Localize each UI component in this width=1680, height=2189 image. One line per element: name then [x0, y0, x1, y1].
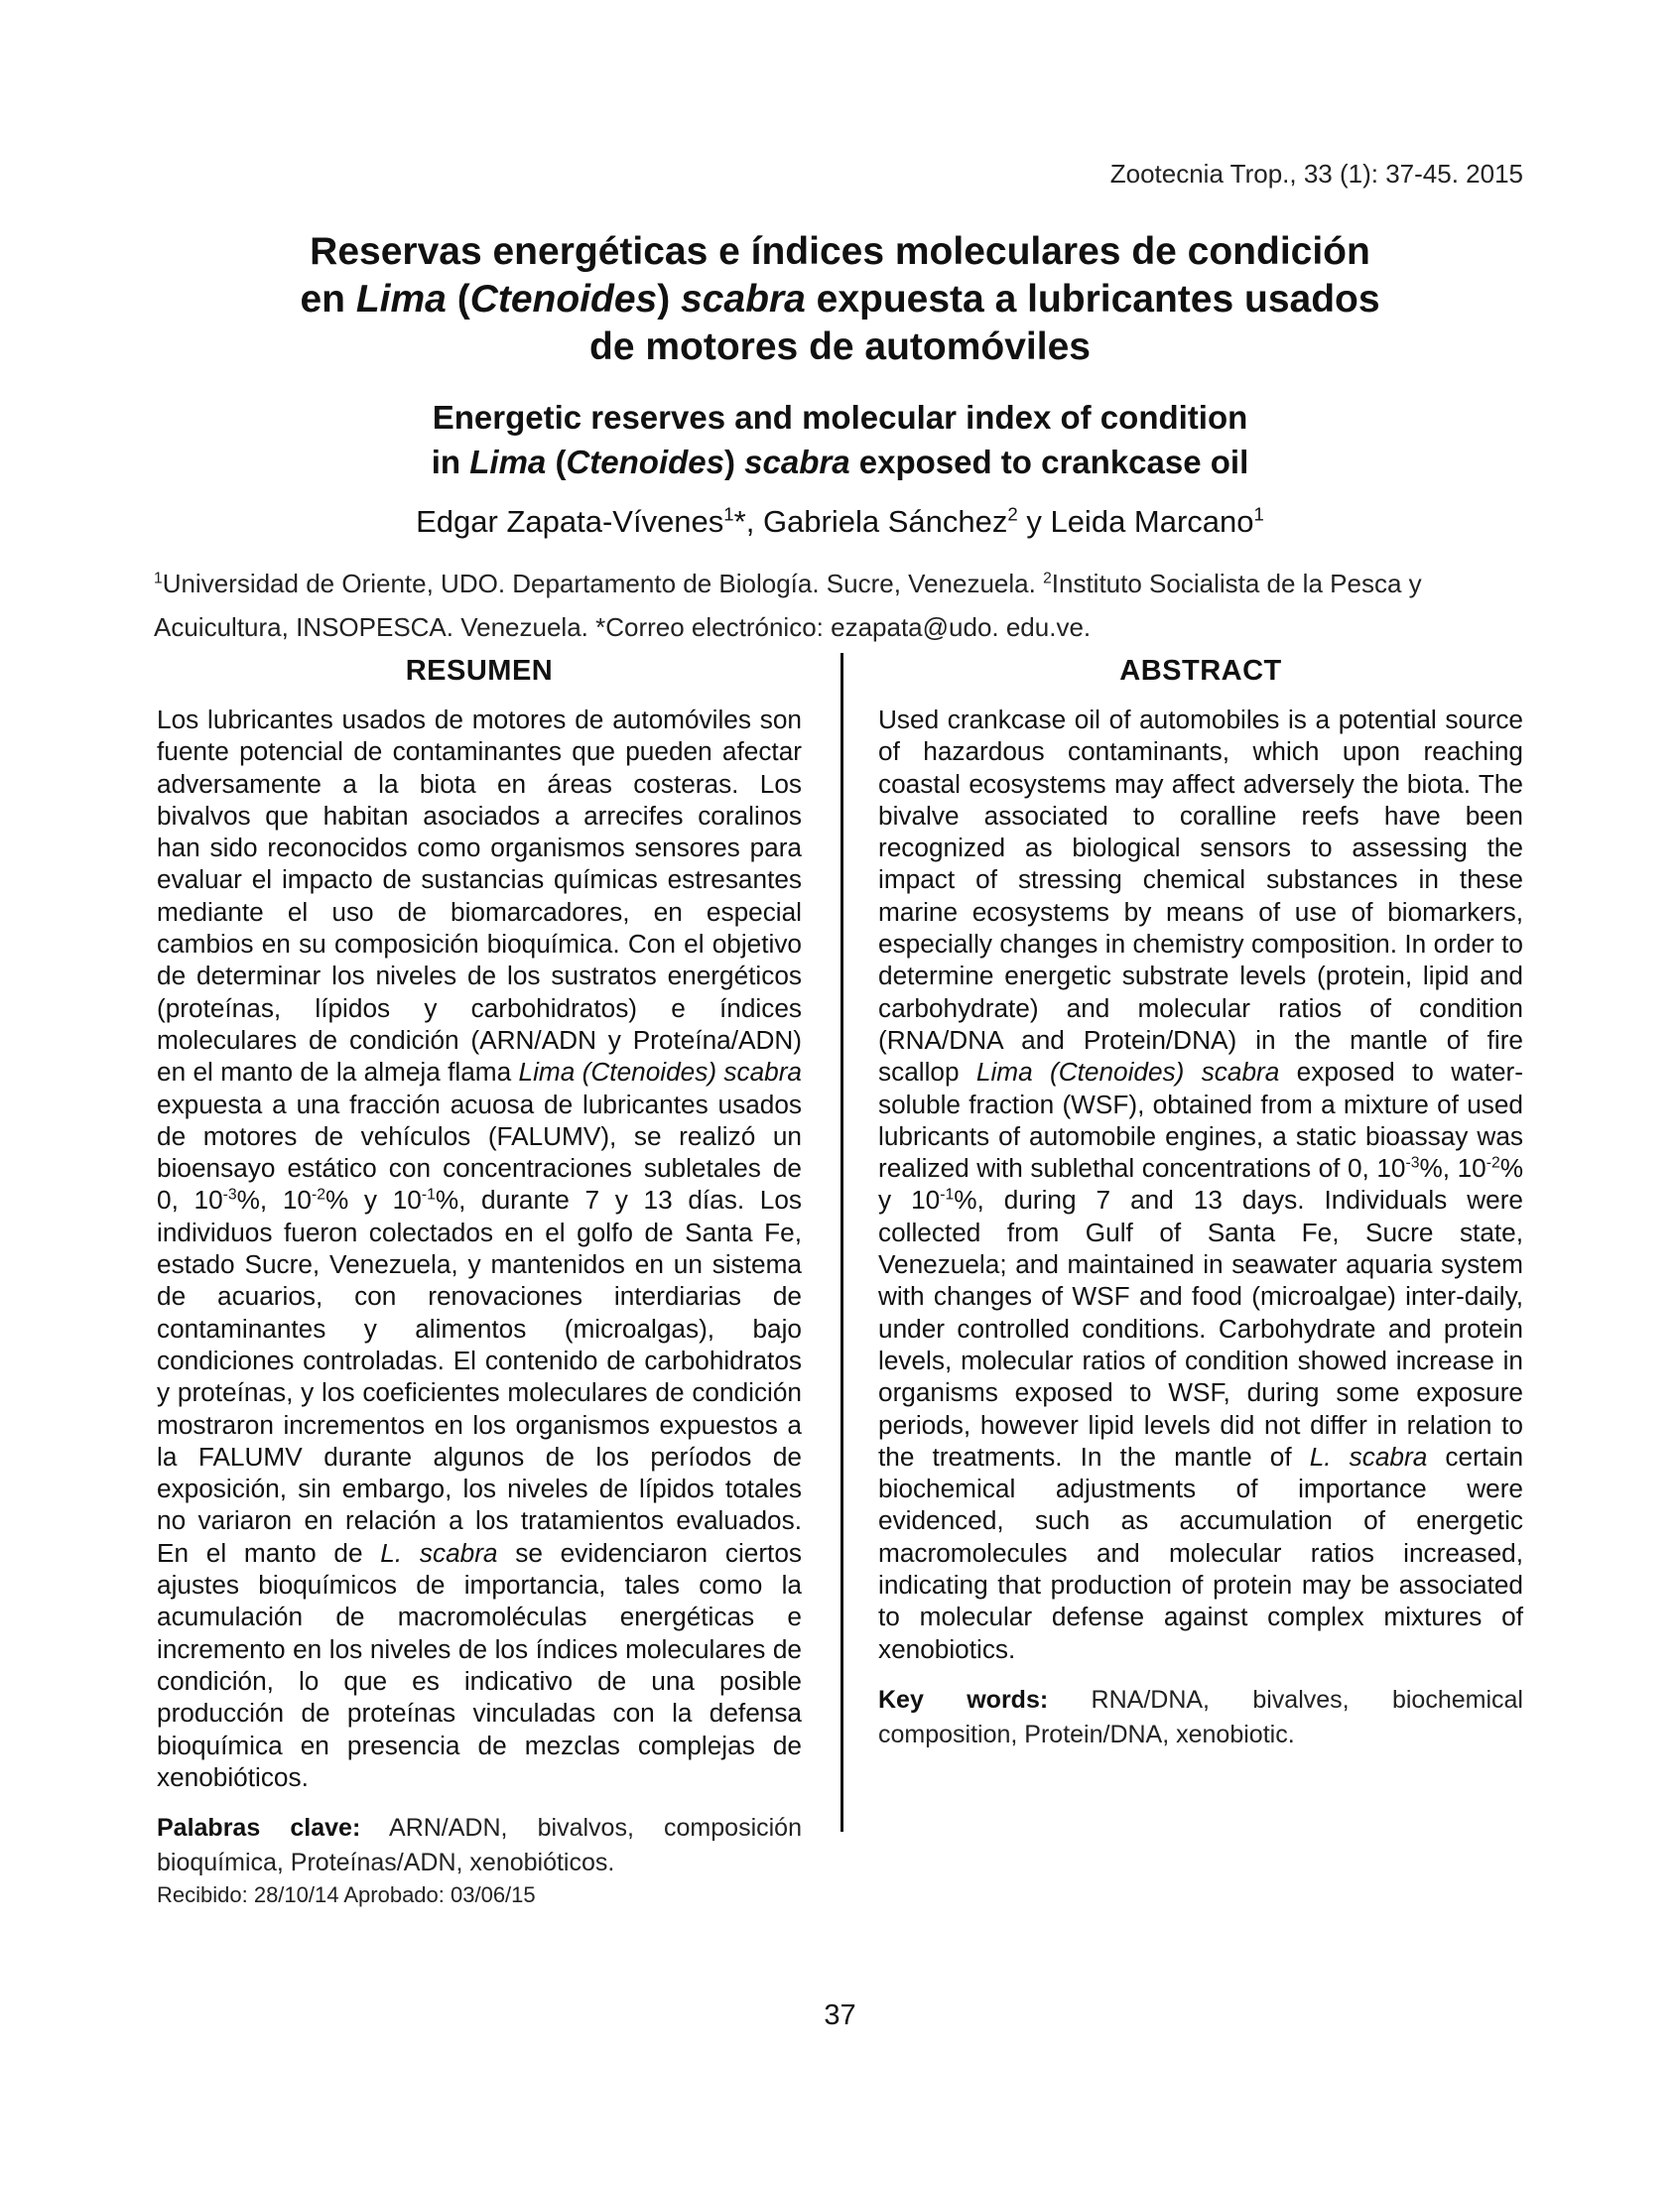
title-spanish: Reservas energéticas e índices moleculares de condición en Lima (Ctenoides) scabra expuesta a lubricantes usados de motores de automóviles [300, 230, 1380, 368]
resumen-heading: RESUMEN [405, 655, 554, 687]
affiliations: $^1$Universidad de Oriente, UDO. Departamento de Biología. Sucre, Venezuela. $^2$Instituto Socialista de la Pesca y Acuicultura, INSOPESCA. Venezuela. *Correo electrónico: ezapata@udo. edu.ve. [154, 569, 1422, 642]
column-divider [840, 653, 843, 1832]
abstract-text: Used crankcase oil of automobiles is a potential source of hazardous contaminants, which upon reaching coastal ecosystems may affect adversely the biota. The bivalve associated to coralline reefs have been recognized as biological sensors to assessing the impact of stressing chemical substances in these marine ecosystems by means of use of biomarkers, especially changes in chemistry composition. In order to determine energetic substrate levels (protein, lipid and carbohydrate) and molecular ratios of condition (RNA/DNA and Protein/DNA) in the mantle of fire scallop Lima (Ctenoides) scabra exposed to water-soluble fraction (WSF), obtained from a mixture of used lubricants of automobile engines, a static bioassay was realized with sublethal concentrations of 0, $10^{-3}\%$, $10^{-2}\%$ y $10^{-1}\%$, during 7 and 13 days. Individuals were collected from Gulf of Santa Fe, Sucre state, Venezuela; and maintained in seawater aquaria system with changes of WSF and food (microalgae) inter-daily, under controlled conditions. Carbohydrate and protein levels, molecular ratios of condition showed increase in organisms exposed to WSF, during some exposure periods, however lipid levels did not differ in relation to the treatments. In the mantle of L. scabra certain biochemical adjustments of importance were evidenced, such as accumulation of energetic macromolecules and molecular ratios increased, indicating that production of protein may be associated to molecular defense against complex mixtures of xenobiotics. [878, 705, 1524, 1664]
abstract-column [878, 655, 1523, 1752]
resumen-column [157, 655, 802, 1908]
received-approved-dates: Recibido: 28/10/14 Aprobado: 03/06/15 [157, 1882, 536, 1908]
page-number: 37 [824, 1999, 856, 2031]
abstract-heading: ABSTRACT [1119, 655, 1282, 687]
author-list: Edgar Zapata-Vívenes$^1$*, Gabriela Sánchez$^2$ y Leida Marcano$^1$ [416, 503, 1264, 539]
journal-reference: Zootecnia Trop., 33 (1): 37-45. 2015 [1109, 159, 1523, 189]
title-english: Energetic reserves and molecular index of condition in Lima (Ctenoides) scabra exposed to crankcase oil [431, 399, 1249, 480]
key-words: Key words: RNA/DNA, bivalves, biochemical composition, Protein/DNA, xenobiotic. [878, 1685, 1523, 1748]
palabras-clave: Palabras clave: ARN/ADN, bivalvos, composición bioquímica, Proteínas/ADN, xenobióticos. [157, 1814, 802, 1877]
resumen-text: Los lubricantes usados de motores de automóviles son fuente potencial de contaminantes que pueden afectar adversamente a la biota en áreas costeras. Los bivalvos que habitan asociados a arrecifes coralinos han sido reconocidos como organismos sensores para evaluar el impacto de sustancias químicas estresantes mediante el uso de biomarcadores, en especial cambios en su composición bioquímica. Con el objetivo de determinar los niveles de los sustratos energéticos (proteínas, lípidos y carbohidratos) e índices moleculares de condición (ARN/ADN y Proteína/ADN) en el manto de la almeja flama Lima (Ctenoides) scabra expuesta a una fracción acuosa de lubricantes usados de motores de vehículos (FALUMV), se realizó un bioensayo estático con concentraciones subletales de 0, $10^{-3}\%$, $10^{-2}\%$ y $10^{-1}\%$, durante 7 y 13 días. Los individuos fueron colectados en el golfo de Santa Fe, estado Sucre, Venezuela, y mantenidos en un sistema de acuarios, con renovaciones interdiarias de contaminantes y alimentos (microalgas), bajo condiciones controladas. El contenido de carbohidratos y proteínas, y los coeficientes moleculares de condición mostraron incrementos en los organismos expuestos a la FALUMV durante algunos de los períodos de exposición, sin embargo, los niveles de lípidos totales no variaron en relación a los tratamientos evaluados. En el manto de L. scabra se evidenciaron ciertos ajustes bioquímicos de importancia, tales como la acumulación de macromoléculas energéticas e incremento en los niveles de los índices moleculares de condición, lo que es indicativo de una posible producción de proteínas vinculadas con la defensa bioquímica en presencia de mezclas complejas de xenobióticos. [157, 705, 802, 1792]
